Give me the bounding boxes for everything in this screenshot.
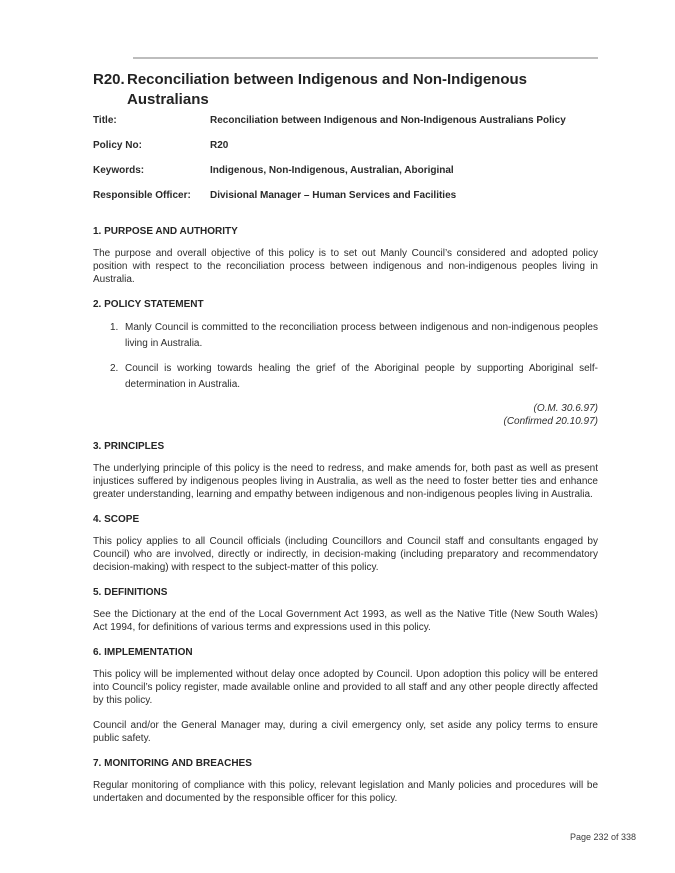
section-title: 2. POLICY STATEMENT: [93, 299, 204, 310]
meta-row-responsible-officer: [93, 189, 598, 202]
meeting-annotations: [93, 402, 598, 428]
meta-label: Policy No:: [93, 140, 142, 151]
annotation-line: (Confirmed 20.10.97): [503, 416, 598, 427]
meta-row-keywords: [93, 164, 598, 177]
section-definitions: [93, 586, 598, 634]
section-paragraph: Council and/or the General Manager may, during a civil emergency only, set aside any policy terms to ensure public safety.: [93, 720, 598, 744]
section-title: 7. MONITORING AND BREACHES: [93, 758, 252, 769]
meta-label: Responsible Officer:: [93, 190, 191, 201]
meta-value: Divisional Manager – Human Services and Facilities: [210, 190, 457, 201]
page-number-footer: Page 232 of 338: [569, 832, 636, 842]
annotation-line: (O.M. 30.6.97): [533, 403, 598, 414]
list-item-text: Manly Council is committed to the reconciliation process between indigenous and non-indigenous peoples living in Australia.: [125, 322, 598, 349]
list-item-number: 1.: [110, 322, 119, 333]
section-title: 6. IMPLEMENTATION: [93, 647, 193, 658]
meta-label: Keywords:: [93, 165, 145, 176]
document-heading: [93, 70, 598, 110]
section-paragraph: Regular monitoring of compliance with this policy, relevant legislation and Manly policies and procedures will be undertaken and documented by the responsible officer for this policy.: [93, 780, 598, 804]
meta-row-policy-no: [93, 139, 598, 152]
section-policy-statement: [93, 298, 598, 428]
section-paragraph: The underlying principle of this policy is the need to redress, and make amends for, both past as well as present injustices suffered by indigenous peoples living in Australia, as well as the need to foster better ties and enhance greater understanding, learning and empathy between indigenous and non-indigenous peoples living in Australia.: [93, 463, 598, 500]
section-title: 5. DEFINITIONS: [93, 587, 168, 598]
meta-label: Title:: [93, 115, 117, 126]
section-implementation: [93, 646, 598, 745]
section-monitoring-and-breaches: [93, 757, 598, 805]
meta-row-title: [93, 114, 598, 127]
section-principles: [93, 440, 598, 501]
section-title: 1. PURPOSE AND AUTHORITY: [93, 226, 238, 237]
heading-title: Reconciliation between Indigenous and Non-Indigenous Australians: [127, 71, 528, 108]
list-item-number: 2.: [110, 363, 119, 374]
meta-value: Reconciliation between Indigenous and Non-Indigenous Australians Policy: [210, 115, 566, 126]
list-item: [110, 320, 598, 351]
section-paragraph: This policy will be implemented without delay once adopted by Council. Upon adoption this policy will be entered into Council’s policy register, made available online and provided to all staff and any other people directly affected by this policy.: [93, 669, 598, 706]
heading-number: R20.: [93, 71, 125, 88]
section-scope: [93, 513, 598, 574]
section-purpose-and-authority: [93, 225, 598, 286]
list-item: [110, 361, 598, 392]
section-paragraph: This policy applies to all Council officials (including Councillors and Council staff and consultants engaged by Council) who are involved, directly or indirectly, in decision-making (including preparatory and recommendatory decision-making) with respect to the subject-matter of this policy.: [93, 536, 598, 573]
meta-value: Indigenous, Non-Indigenous, Australian, Aboriginal: [210, 165, 454, 176]
section-paragraph: See the Dictionary at the end of the Local Government Act 1993, as well as the Native Title (New South Wales) Act 1994, for definitions of various terms and expressions used in this policy.: [93, 609, 598, 633]
document-content: [93, 70, 598, 817]
header-rule: [133, 57, 598, 59]
list-item-text: Council is working towards healing the grief of the Aboriginal people by supporting Aboriginal self-determination in Australia.: [125, 363, 598, 390]
section-paragraph: The purpose and overall objective of this policy is to set out Manly Council’s considered and adopted policy position with respect to the reconciliation process between indigenous and non-indigenous peoples living in Australia.: [93, 248, 598, 285]
meta-value: R20: [210, 140, 229, 151]
section-title: 4. SCOPE: [93, 514, 140, 525]
section-title: 3. PRINCIPLES: [93, 441, 165, 452]
